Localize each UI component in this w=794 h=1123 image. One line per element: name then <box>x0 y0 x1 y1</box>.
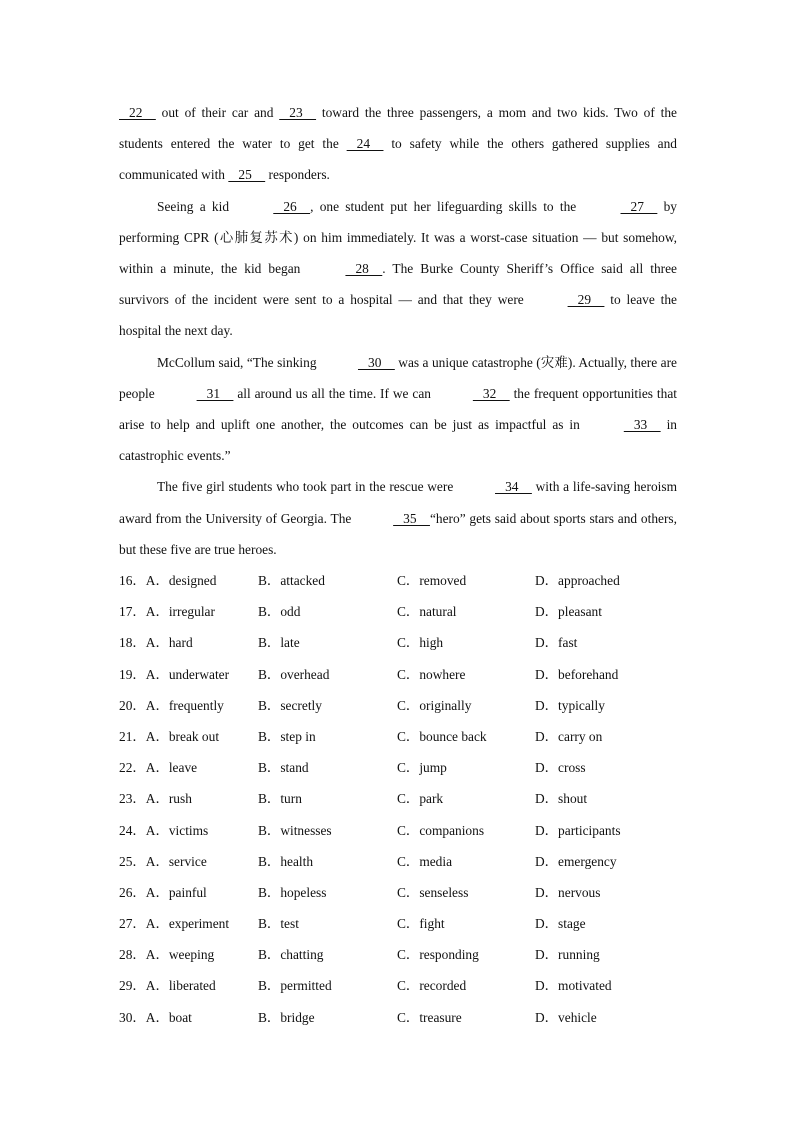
option-d[interactable]: D．participants <box>535 822 621 838</box>
option-a[interactable]: 21．A．break out <box>119 728 220 744</box>
option-a[interactable]: 27．A．experiment <box>119 916 230 932</box>
passage-text: . The Burke County Sheriff’s Office said all three survivors of the incident were sent to a hospital — and that they were <box>119 261 677 308</box>
option-a[interactable]: 20．A．frequently <box>119 697 224 713</box>
option-c[interactable]: C．senseless <box>397 884 469 900</box>
option-row <box>119 846 719 877</box>
option-a[interactable]: 30．A．boat <box>119 1009 192 1025</box>
option-row <box>119 565 719 596</box>
option-c[interactable]: C．natural <box>397 604 457 620</box>
option-c[interactable]: C．bounce back <box>397 728 487 744</box>
option-d[interactable]: D．pleasant <box>535 604 602 620</box>
option-d[interactable]: D．cross <box>535 760 586 776</box>
answer-blank: 22 <box>119 105 156 120</box>
option-row <box>119 659 719 690</box>
passage-text: Seeing a kid <box>157 198 236 214</box>
passage-text: , one student put her lifeguarding skills to the <box>310 198 583 214</box>
passage-text: with a life-saving heroism award from the University of Georgia. The <box>119 479 678 526</box>
answer-blank: 27 <box>620 198 658 214</box>
option-b[interactable]: B．odd <box>258 604 301 620</box>
option-d[interactable]: D．shout <box>535 791 588 807</box>
answer-blank: 35 <box>393 510 430 526</box>
option-d[interactable]: D．carry on <box>535 728 603 744</box>
passage-text: “hero” gets said about sports stars and others, but these five are true heroes. <box>119 510 677 557</box>
option-d[interactable]: D．beforehand <box>535 666 619 682</box>
option-b[interactable]: B．late <box>258 635 300 651</box>
option-row <box>119 908 719 939</box>
answer-blank: 26 <box>273 198 311 214</box>
option-row <box>119 596 719 627</box>
passage-text: responders. <box>265 167 330 183</box>
option-b[interactable]: B．stand <box>258 760 309 776</box>
paragraph-1 <box>119 97 677 191</box>
option-row <box>119 1002 719 1033</box>
answer-blank: 33 <box>623 417 661 433</box>
option-c[interactable]: C．jump <box>397 760 447 776</box>
passage-text: by performing CPR (心肺复苏术) on him immediately. It was a worst-case situation — but somehow, within a minute, the kid began <box>119 198 677 277</box>
option-b[interactable]: B．health <box>258 853 314 869</box>
option-b[interactable]: B．overhead <box>258 666 330 682</box>
option-a[interactable]: 28．A．weeping <box>119 947 215 963</box>
passage-text: The five girl students who took part in the rescue were <box>157 479 458 495</box>
option-d[interactable]: D．vehicle <box>535 1009 597 1025</box>
option-c[interactable]: C．park <box>397 791 444 807</box>
option-row <box>119 627 719 658</box>
option-d[interactable]: D．typically <box>535 697 605 713</box>
answer-blank: 24 <box>346 136 384 152</box>
option-c[interactable]: C．recorded <box>397 978 467 994</box>
option-d[interactable]: D．approached <box>535 573 620 588</box>
option-b[interactable]: B．bridge <box>258 1009 315 1025</box>
option-a[interactable]: 29．A．liberated <box>119 978 216 994</box>
answer-blank: 29 <box>567 292 605 308</box>
passage-text: the frequent opportunities that arise to help and uplift one another, the outcomes can be just as impactful as in <box>119 385 677 433</box>
option-row <box>119 690 719 721</box>
passage-text: toward the three passengers, a mom and two kids. Two of the students entered the water to get the <box>119 105 677 152</box>
paragraph-4 <box>119 471 677 565</box>
option-a[interactable]: 23．A．rush <box>119 791 192 807</box>
option-c[interactable]: C．media <box>397 853 453 869</box>
answer-blank: 28 <box>345 261 383 277</box>
cloze-passage <box>119 97 677 565</box>
option-c[interactable]: C．removed <box>397 573 467 588</box>
option-a[interactable]: 19．A．underwater <box>119 666 230 682</box>
option-c[interactable]: C．companions <box>397 822 485 838</box>
option-d[interactable]: D．stage <box>535 916 586 932</box>
option-c[interactable]: C．nowhere <box>397 666 466 682</box>
option-d[interactable]: D．fast <box>535 635 578 651</box>
answer-blank: 34 <box>495 479 532 495</box>
option-b[interactable]: B．secretly <box>258 697 322 713</box>
passage-text: to safety while the others gathered supplies and communicated with <box>119 136 677 183</box>
option-a[interactable]: 25．A．service <box>119 853 207 869</box>
passage-text: was a unique catastrophe (灾难). Actually, there are people <box>119 354 677 401</box>
option-b[interactable]: B．chatting <box>258 947 324 963</box>
answer-blank: 32 <box>472 385 510 401</box>
option-row <box>119 783 719 814</box>
option-row <box>119 877 719 908</box>
passage-text: all around us all the time. If we can <box>233 385 435 401</box>
paragraph-3 <box>119 347 677 472</box>
answer-blank: 31 <box>196 385 234 401</box>
option-d[interactable]: D．motivated <box>535 978 612 994</box>
option-b[interactable]: B．step in <box>258 728 316 744</box>
option-c[interactable]: C．responding <box>397 947 479 963</box>
option-c[interactable]: C．originally <box>397 697 472 713</box>
option-a[interactable]: 16．A．designed <box>119 573 217 588</box>
passage-text: out of their car and <box>155 105 280 120</box>
option-b[interactable]: B．turn <box>258 791 302 807</box>
option-b[interactable]: B．permitted <box>258 978 332 994</box>
paragraph-2 <box>119 191 677 347</box>
passage-text: in catastrophic events.” <box>119 417 677 464</box>
option-c[interactable]: C．fight <box>397 916 445 932</box>
passage-text: McCollum said, “The sinking <box>157 354 320 370</box>
option-a[interactable]: 18．A．hard <box>119 635 193 651</box>
option-row <box>119 970 719 1001</box>
option-a[interactable]: 17．A．irregular <box>119 604 215 620</box>
option-b[interactable]: B．test <box>258 916 299 932</box>
option-a[interactable]: 24．A．victims <box>119 822 209 838</box>
option-c[interactable]: C．treasure <box>397 1009 462 1025</box>
answer-blank: 30 <box>357 354 395 370</box>
option-b[interactable]: B．attacked <box>258 573 325 588</box>
option-b[interactable]: B．witnesses <box>258 822 332 838</box>
option-d[interactable]: D．nervous <box>535 884 601 900</box>
option-row <box>119 939 719 970</box>
answer-options <box>119 565 719 1033</box>
option-row <box>119 815 719 846</box>
passage-text: to leave the hospital the next day. <box>119 292 677 339</box>
option-d[interactable]: D．running <box>535 947 600 963</box>
option-row <box>119 721 719 752</box>
answer-blank: 25 <box>228 167 266 183</box>
option-c[interactable]: C．high <box>397 635 444 651</box>
option-a[interactable]: 22．A．leave <box>119 760 198 776</box>
option-a[interactable]: 26．A．painful <box>119 884 207 900</box>
option-b[interactable]: B．hopeless <box>258 884 327 900</box>
option-d[interactable]: D．emergency <box>535 853 617 869</box>
option-row <box>119 752 719 783</box>
answer-blank: 23 <box>279 105 317 120</box>
